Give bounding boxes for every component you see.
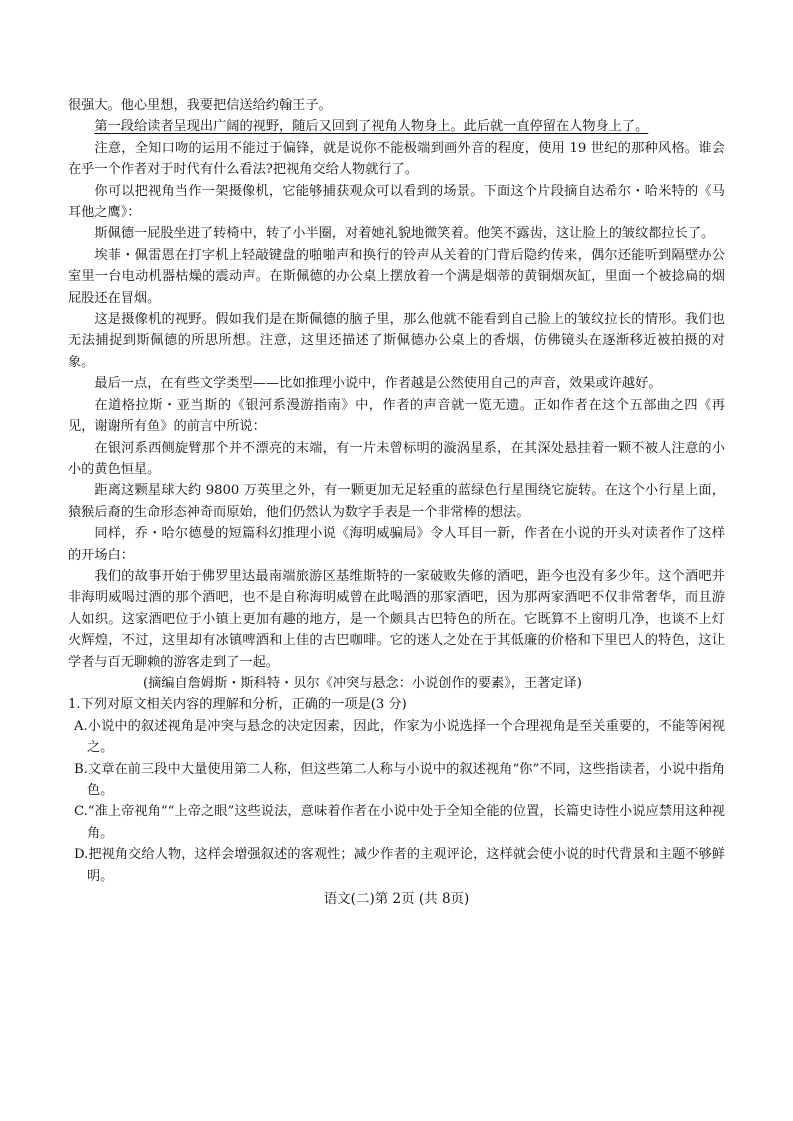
paragraph: 最后一点，在有些文学类型——比如推理小说中，作者越是公然使用自己的声音，效果或许越好。 [94,376,662,392]
question-stem: 1.下列对原文相关内容的理解和分析，正确的一项是(3 分) [68,697,407,713]
answer-option: B.文章在前三段中大量使用第二人称，但这些第二人称与小说中的叙述视角“你”不同，这些指读者，小说中指角色。 [74,761,725,798]
paragraph: 我们的故事开始于佛罗里达最南端旅游区基维斯特的一家破败失修的酒吧，距今也没有多少年。这个酒吧并非海明威喝过酒的那个酒吧，也不是自称海明威曾在此喝酒的那家酒吧，因为那两家酒吧不仅非常奢华，而且游人如织。这家酒吧位于小镇上更加有趣的地方，是一个颇具古巴特色的所在。它既算不上窗明几净，也谈不上灯火辉煌，不过，这里却有冰镇啤酒和上佳的古巴咖啡。它的迷人之处在于其低廉的价格和下里巴人的特色，这让学者与百无聊赖的游客走到了一起。 [68,568,725,670]
paragraph [68,116,725,137]
paragraph: 很强大。他心里想，我要把信送给约翰王子。 [68,98,332,113]
answer-options [68,716,725,887]
paragraph: 你可以把视角当作一架摄像机，它能够捕获观众可以看到的场景。下面这个片段摘自达希尔・哈米特的《马耳他之鹰》： [68,183,725,221]
paragraph: 在银河系西侧旋臂那个并不漂亮的末端，有一片未曾标明的漩涡星系，在其深处悬挂着一颗不被人注意的小小的黄色恒星。 [68,440,725,477]
paragraph: 距离这颗星球大约 9800 万英里之外，有一颗更加无足轻重的蓝绿色行星围绕它旋转。在这个小行星上面，猿猴后裔的生命形态神奇而原始，他们仍然认为数字手表是一个非常棒的想法。 [68,483,725,520]
underlined-sentence: 第一段给读者呈现出广阔的视野，随后又回到了视角人物身上。此后就一直停留在人物身上了。 [94,119,649,135]
page-content [68,95,725,887]
question-1 [68,694,725,887]
paragraph: 这是摄像机的视野。假如我们是在斯佩德的脑子里，那么他就不能看到自己脸上的皱纹拉长的情形。我们也无法捕捉到斯佩德的所思所想。注意，这里还描述了斯佩德办公桌上的香烟，仿佛镜头在逐渐移近被拍摄的对象。 [68,312,725,370]
page-footer: 语文(二)第 2页 (共 8页) [323,891,470,907]
paragraph: 在道格拉斯・亚当斯的《银河系漫游指南》中，作者的声音就一览无遗。正如作者在这个五部曲之四《再见，谢谢所有鱼》的前言中所说： [68,397,725,435]
paragraph: 埃菲・佩雷恩在打字机上轻敲键盘的啪啪声和换行的铃声从关着的门背后隐约传来，偶尔还能听到隔壁办公室里一台电动机器枯燥的震动声。在斯佩德的办公桌上摆放着一个满是烟蒂的黄铜烟灰缸，里面一个被捻扁的烟屁股还在冒烟。 [68,247,725,306]
paragraph: 斯佩德一屁股坐进了转椅中，转了小半圈，对着她礼貌地微笑着。他笑不露齿，这让脸上的皱纹都拉长了。 [94,226,715,242]
source-citation: (摘编自詹姆斯・斯科特・贝尔《冲突与悬念：小说创作的要素》，王著定译) [143,675,582,691]
answer-option: D.把视角交给人物，这样会增强叙述的客观性；减少作者的主观评论，这样就会使小说的时代背景和主题不够鲜明。 [74,847,725,884]
answer-option: C.“准上帝视角”“上帝之眼”这些说法，意味着作者在小说中处于全知全能的位置，长篇史诗性小说应禁用这种视角。 [74,804,725,841]
answer-option: A.小说中的叙述视角是冲突与悬念的决定因素，因此，作家为小说选择一个合理视角是至关重要的，不能等闲视之。 [74,718,725,756]
article-text [68,95,725,673]
paragraph: 同样，乔・哈尔德曼的短篇科幻推理小说《海明威骗局》令人耳目一新，作者在小说的开头对读者作了这样的开场白： [68,526,725,563]
paragraph: 注意，全知口吻的运用不能过于偏锋，就是说你不能极端到画外音的程度，使用 19 世纪的那种风格。谁会在乎一个作者对于时代有什么看法?把视角交给人物就行了。 [68,140,725,178]
